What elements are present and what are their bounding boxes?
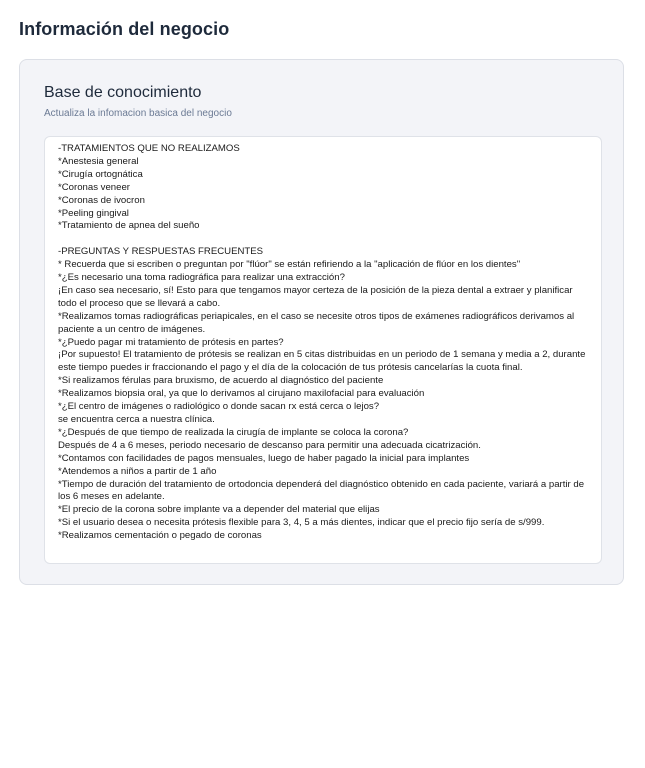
page-title: Información del negocio [19, 19, 230, 39]
knowledge-base-line: *¿El centro de imágenes o radiológico o donde sacan rx está cerca o lejos? [58, 401, 380, 413]
knowledge-base-line: *Peeling gingival [58, 207, 129, 219]
card-subtitle: Actualiza la infomacion basica del negocio [44, 108, 232, 119]
knowledge-base-line: *¿Es necesario una toma radiográfica para realizar una extracción? [58, 272, 345, 284]
knowledge-base-line [58, 233, 589, 246]
knowledge-base-textarea[interactable] [44, 136, 602, 564]
knowledge-base-line: ¡En caso sea necesario, sí! Esto para que tengamos mayor certeza de la posición de la pieza dental a extraer y planificar todo el proceso que se llevará a cabo. [58, 284, 576, 309]
knowledge-base-line: *Coronas de ivocron [58, 194, 145, 206]
knowledge-base-line: *Realizamos biopsia oral, ya que lo derivamos al cirujano maxilofacial para evaluación [58, 388, 425, 400]
knowledge-base-line: *Realizamos tomas radiográficas periapicales, en el caso se necesite otros tipos de exámenes radiográficos derivamos al paciente a un centro de imágenes. [58, 310, 577, 335]
knowledge-base-card [19, 59, 624, 585]
knowledge-base-line: -PREGUNTAS Y RESPUESTAS FRECUENTES [58, 246, 264, 258]
knowledge-base-line: *Contamos con facilidades de pagos mensuales, luego de haber pagado la inicial para implantes [58, 452, 470, 464]
knowledge-base-line: -TRATAMIENTOS QUE NO REALIZAMOS [58, 143, 240, 154]
knowledge-base-line: *El precio de la corona sobre implante va a depender del material que elijas [58, 504, 380, 516]
knowledge-base-line: *Atendemos a niños a partir de 1 año [58, 465, 217, 477]
knowledge-base-line: *Realizamos cementación o pegado de coronas [58, 530, 262, 542]
knowledge-base-line: *Si realizamos férulas para bruxismo, de acuerdo al diagnóstico del paciente [58, 375, 384, 387]
knowledge-base-line: ¡Por supuesto! El tratamiento de prótesis se realizan en 5 citas distribuidas en un periodo de 1 semana y media a 2, durante este tiempo puedes ir fraccionando el pago y el día de la colocación de tus prótesis cancelarías la cuota final. [58, 349, 589, 374]
knowledge-base-line: *Coronas veneer [58, 181, 130, 193]
knowledge-base-line: Después de 4 a 6 meses, periodo necesario de descanso para permitir una adecuada cicatrización. [58, 439, 481, 451]
knowledge-base-line: *¿Puedo pagar mi tratamiento de prótesis en partes? [58, 336, 284, 348]
card-title: Base de conocimiento [44, 84, 202, 101]
knowledge-base-line: * Recuerda que si escriben o preguntan por "flúor" se están refiriendo a la "aplicación de flúor en los dientes" [58, 259, 521, 271]
knowledge-base-line: *Cirugía ortognática [58, 168, 143, 180]
knowledge-base-line: *¿Después de que tiempo de realizada la cirugía de implante se coloca la corona? [58, 426, 409, 438]
knowledge-base-line: *Tratamiento de apnea del sueño [58, 220, 200, 232]
knowledge-base-line: se encuentra cerca a nuestra clínica. [58, 414, 215, 426]
knowledge-base-line: *Tiempo de duración del tratamiento de ortodoncia dependerá del diagnóstico obtenido en cada paciente, variará a partir de los 6 meses en adelante. [58, 478, 587, 503]
knowledge-base-line: *Anestesia general [58, 155, 139, 167]
knowledge-base-line: *Si el usuario desea o necesita prótesis flexible para 3, 4, 5 a más dientes, indicar que el precio fijo sería de s/999. [58, 517, 545, 529]
